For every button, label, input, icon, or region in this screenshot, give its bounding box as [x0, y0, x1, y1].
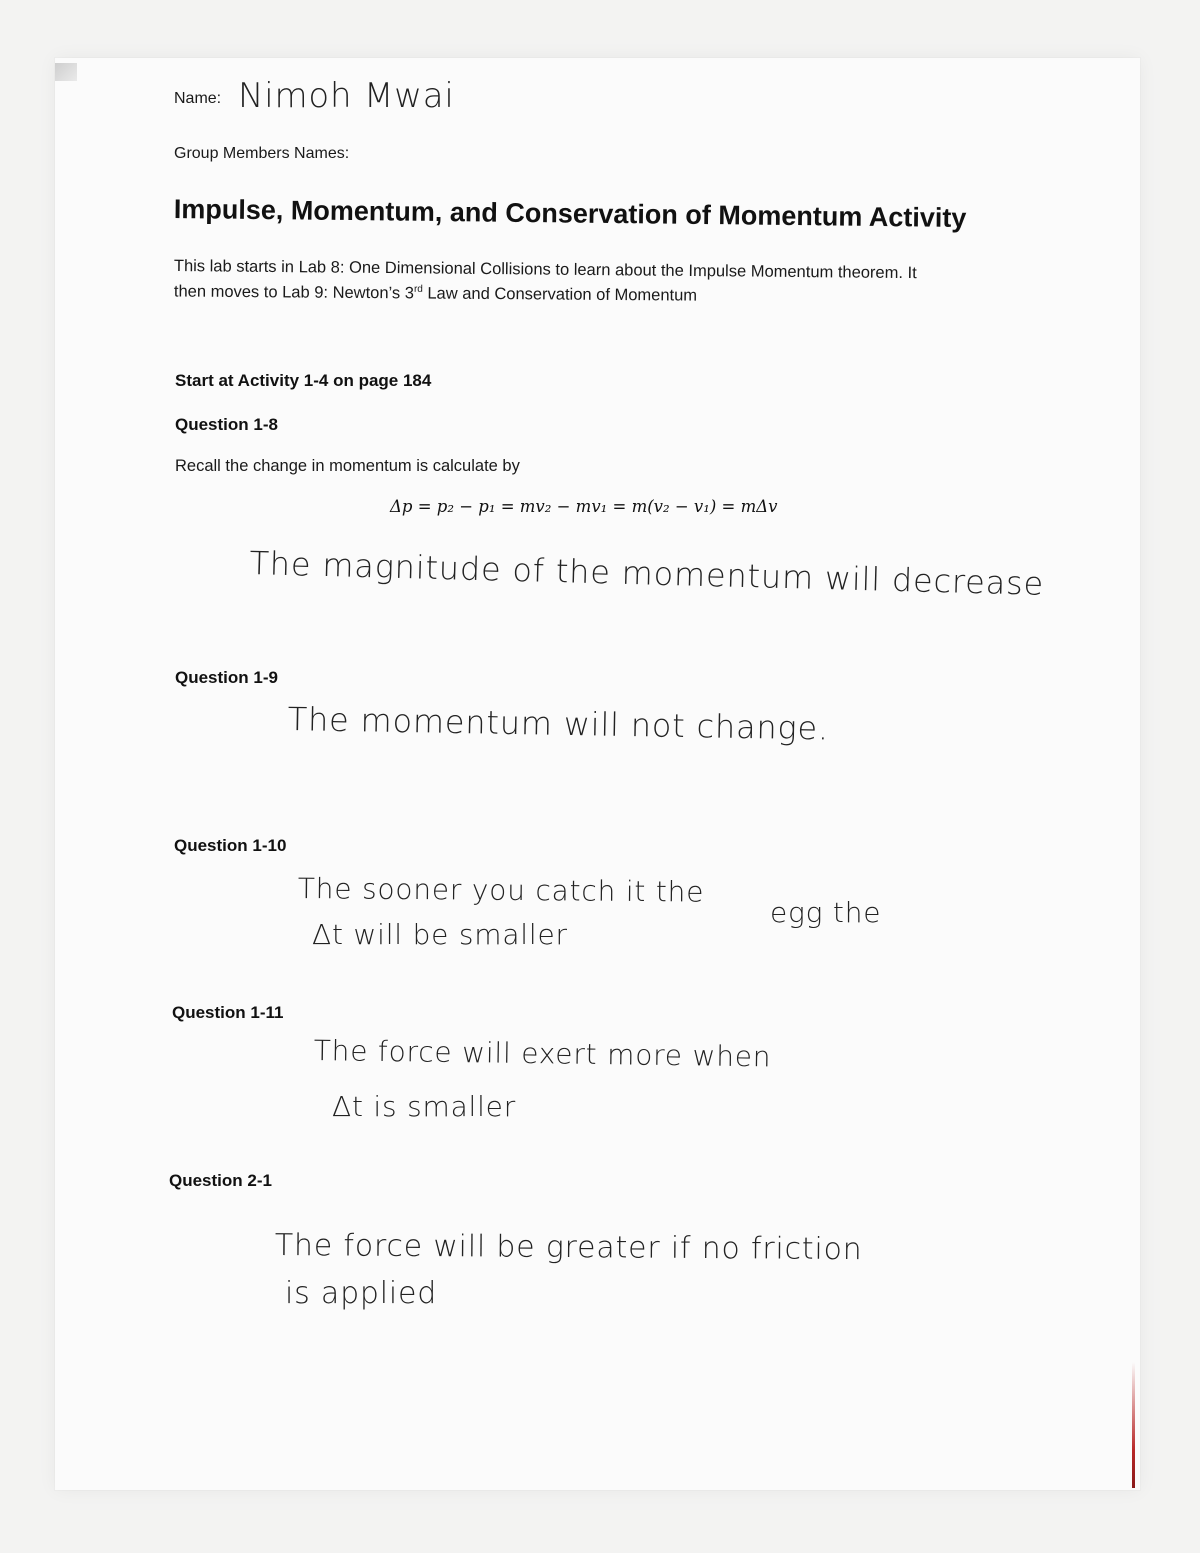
momentum-formula: Δp = p₂ − p₁ = mv₂ − mv₁ = m(v₂ − v₁) = mΔv	[390, 497, 778, 516]
question-1-10-answer-line-1b: egg the	[770, 896, 882, 929]
page-corner-fold	[55, 63, 77, 81]
question-1-9-label: Question 1-9	[175, 668, 278, 687]
question-1-11-label: Question 1-11	[172, 1003, 284, 1022]
intro-line-2-sup: rd	[413, 283, 423, 295]
question-1-11-answer-line-2: Δt is smaller	[332, 1090, 517, 1123]
intro-line-2-prefix: then moves to Lab 9: Newton’s 3	[173, 282, 415, 303]
question-2-1-label: Question 2-1	[169, 1171, 272, 1190]
start-instruction: Start at Activity 1-4 on page 184	[175, 371, 432, 390]
question-1-10-label: Question 1-10	[174, 836, 287, 855]
question-1-8-answer: The magnitude of the momentum will decrease	[249, 544, 1045, 603]
name-value: Nimoh Mwai	[238, 76, 455, 116]
question-2-1-answer-line-2: is applied	[285, 1276, 438, 1311]
page-title: Impulse, Momentum, and Conservation of Momentum Activity	[173, 194, 967, 233]
intro-line-2	[174, 282, 697, 306]
page-edge-mark	[1132, 1362, 1135, 1488]
question-1-8-prompt: Recall the change in momentum is calculate by	[175, 457, 520, 475]
question-1-10-answer-line-1: The sooner you catch it the	[297, 872, 705, 909]
question-1-10-answer-line-2: Δt will be smaller	[312, 918, 568, 951]
intro-line-1: This lab starts in Lab 8: One Dimensional Collisions to learn about the Impulse Momentum theorem. It	[173, 257, 917, 283]
question-2-1-answer-line-1: The force will be greater if no friction	[274, 1228, 863, 1268]
question-1-9-answer: The momentum will not change.	[287, 700, 830, 748]
question-1-8-label: Question 1-8	[175, 415, 278, 434]
question-1-11-answer-line-1: The force will exert more when	[313, 1034, 772, 1074]
intro-line-2-suffix: Law and Conservation of Momentum	[422, 284, 698, 305]
name-label: Name:	[174, 90, 222, 107]
group-members-label: Group Members Names:	[174, 145, 350, 162]
